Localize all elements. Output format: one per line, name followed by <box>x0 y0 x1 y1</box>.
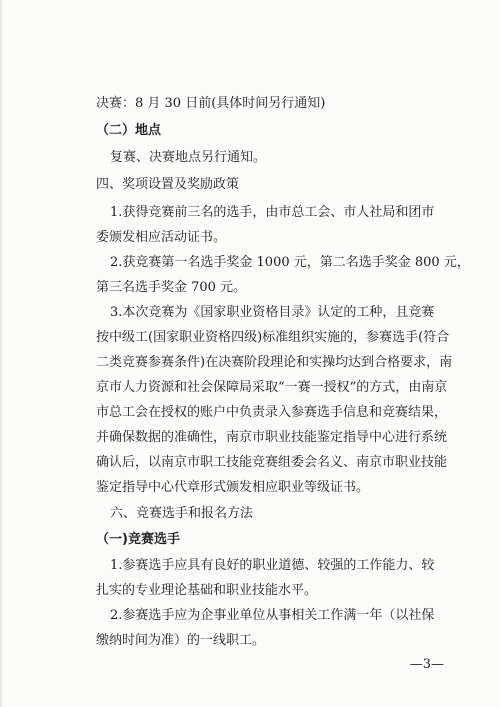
location-notice: 复赛、决赛地点另行通知。 <box>110 150 267 165</box>
award-item-3-line-3: 二类竞赛参赛条件)在决赛阶段理论和实操均达到合格要求，南 <box>96 355 453 370</box>
contestant-item-1-line-2: 扎实的专业理论基础和职业技能水平。 <box>96 583 318 598</box>
contestant-item-2-line-2: 缴纳时间为准）的一线职工。 <box>96 633 266 648</box>
award-item-3-line-1: 3.本次竞赛为《国家职业资格目录》认定的工种，且竞赛 <box>110 305 435 320</box>
award-item-3-line-6: 并确保数据的准确性，南京市职业技能鉴定指导中心进行系统 <box>96 430 448 445</box>
subheading-contestants: （一)竞赛选手 <box>96 532 180 547</box>
award-item-2-line-2: 第三名选手奖金 700 元。 <box>96 280 247 295</box>
section-heading-awards: 四、奖项设置及奖励政策 <box>96 177 240 192</box>
award-item-3-line-5: 市总工会在授权的账户中负责录入参赛选手信息和竞赛结果， <box>96 405 448 420</box>
award-item-1-line-1: 1.获得竞赛前三名的选手，由市总工会、市人社局和团市 <box>110 205 435 220</box>
award-item-3-line-4: 京市人力资源和社会保障局采取“一赛一授权”的方式，由南京 <box>96 380 448 395</box>
award-item-3-line-7: 确认后，以南京市职工技能竞赛组委会名义、南京市职业技能 <box>96 455 448 470</box>
page-number: —3— <box>409 657 444 672</box>
award-item-2-line-1: 2.获竞赛第一名选手奖金 1000 元，第二名选手奖金 800 元， <box>110 255 470 270</box>
award-item-1-line-2: 委颁发相应活动证书。 <box>96 230 227 245</box>
award-item-3-line-8: 鉴定指导中心代章形式颁发相应职业等级证书。 <box>96 480 370 495</box>
contestant-item-2-line-1: 2.参赛选手应为企事业单位从事相关工作满一年（以社保 <box>110 608 435 623</box>
award-item-3-line-2: 按中级工(国家职业资格四级)标准组织实施的，参赛选手(符合 <box>96 330 450 345</box>
contestant-item-1-line-1: 1.参赛选手应具有良好的职业道德、较强的工作能力、较 <box>110 558 435 573</box>
page-edge <box>0 0 2 707</box>
subheading-location: （二）地点 <box>96 123 162 138</box>
section-heading-contestants: 六、竞赛选手和报名方法 <box>110 506 254 521</box>
final-round-date-line: 决赛：8 月 30 日前(具体时间另行通知) <box>96 96 326 111</box>
